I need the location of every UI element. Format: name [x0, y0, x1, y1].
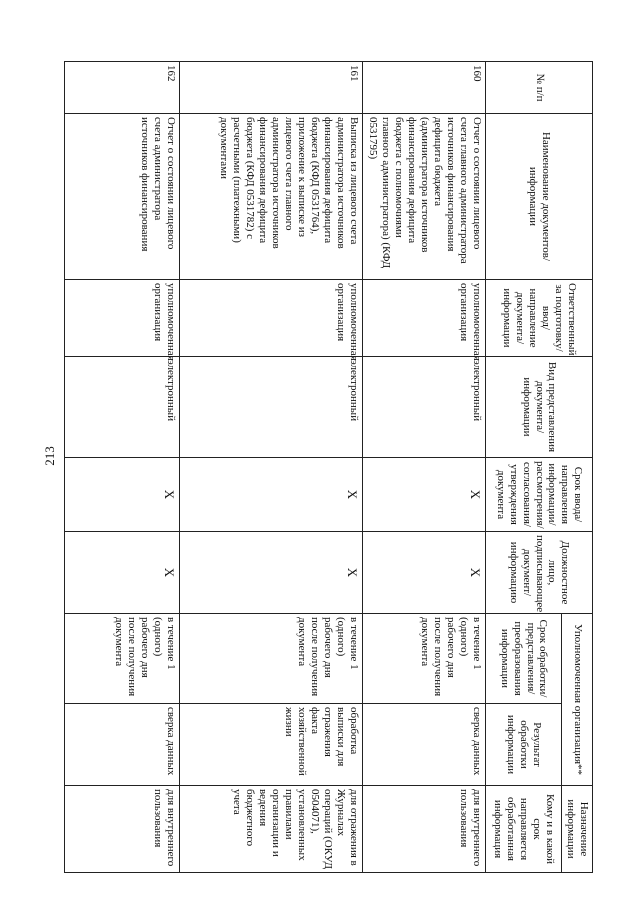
cell-responsible: уполномоченная организация [363, 280, 486, 357]
cell-view: электронный [65, 357, 180, 458]
cell-purpose-to: для отражения в Журналах операций (ОКУД 0504071), установленных правилами организации и ведения бюджетного учета [180, 786, 363, 873]
header-official: Должностное лицо, подписывающее документ/ информацию [486, 532, 593, 614]
cell-org-result: сверка данных [363, 704, 486, 786]
cell-purpose-to: для внутреннего пользования [363, 786, 486, 873]
header-org-result: Результат обработки информации [486, 704, 562, 786]
cell-deadline: X [363, 458, 486, 532]
cell-org-term: в течение 1 (одного) рабочего дня после получения документа [65, 614, 180, 704]
cell-num: 162 [65, 62, 180, 114]
cell-view: электронный [180, 357, 363, 458]
page-number: 213 [42, 446, 57, 466]
cell-name: Отчет о состоянии лицевого счета главного администратора источников финансирования дефицита бюджета (администратора источников финансирования дефицита бюджета с полномочиями главного администратора) (КФД 0531795) [363, 114, 486, 280]
cell-num: 161 [180, 62, 363, 114]
cell-official: X [363, 532, 486, 614]
cell-org-result: сверка данных [65, 704, 180, 786]
cell-org-result: обработка выписки для отражения факта хозяйственной жизни [180, 704, 363, 786]
header-org: Уполномоченная организация** [562, 614, 593, 786]
cell-purpose-to: для внутреннего пользования [65, 786, 180, 873]
header-name: Наименование документов/информации [486, 114, 593, 280]
cell-name: Отчет о состоянии лицевого счета администратора источников финансирования [65, 114, 180, 280]
cell-official: X [65, 532, 180, 614]
cell-org-term: в течение 1 (одного) рабочего дня после получения документа [180, 614, 363, 704]
header-view: Вид представления документа/ информации [486, 357, 593, 458]
table-row [65, 62, 180, 873]
cell-org-term: в течение 1 (одного) рабочего дня после получения документа [363, 614, 486, 704]
cell-num: 160 [363, 62, 486, 114]
header-org-term: Срок обработки/ представления/ преобразования информации [486, 614, 562, 704]
header-responsible: Ответственный за подготовку/ ввод/ направление документа/ информации [486, 280, 593, 357]
documents-table [64, 61, 593, 873]
cell-deadline: X [65, 458, 180, 532]
rotated-table-container [65, 61, 593, 872]
header-purpose-to: Кому и в какой срок направляется обработанная информация [486, 786, 562, 873]
table-row [363, 62, 486, 873]
header-deadline: Срок ввода/ направления информации/ рассмотрения/ согласования/ утверждения документа [486, 458, 593, 532]
cell-name: Выписка из лицевого счета администратора источников финансирования дефицита бюджета (КФД 0531764), приложение к выписке из лицевого счета главного администратора источников финансирования дефицита бюджета (КФД 0531782) с расчетными (платежными) документами [180, 114, 363, 280]
cell-deadline: X [180, 458, 363, 532]
cell-view: электронный [363, 357, 486, 458]
header-purpose: Назначение информации [562, 786, 593, 873]
cell-official: X [180, 532, 363, 614]
cell-responsible: уполномоченная организация [65, 280, 180, 357]
cell-responsible: уполномоченная организация [180, 280, 363, 357]
table-row [180, 62, 363, 873]
header-num: № п/п [486, 62, 593, 114]
